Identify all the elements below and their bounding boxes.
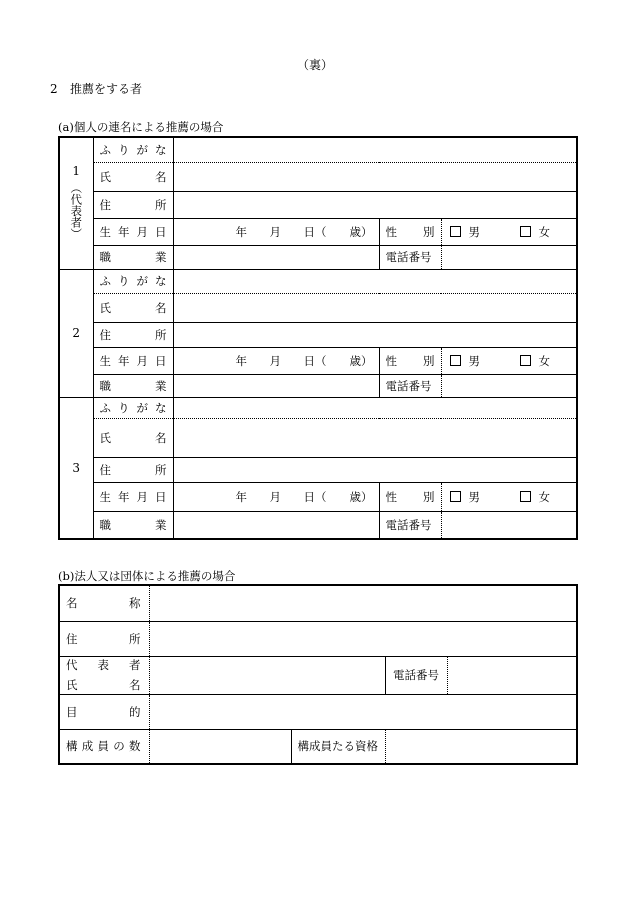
occupation-field[interactable] (173, 374, 379, 397)
label-char: 年 (118, 489, 130, 504)
section-number: 2 (50, 82, 58, 96)
address-field[interactable] (173, 322, 577, 347)
sex-options (441, 482, 577, 511)
section-b-title: (b)法人又は団体による推薦の場合 (58, 569, 236, 583)
label-char: 別 (423, 489, 435, 504)
recommender-3-number: 3 (59, 397, 93, 539)
female-checkbox[interactable]: 女 (520, 353, 551, 369)
label-char: な (155, 400, 167, 415)
label-char: 業 (155, 378, 167, 393)
furigana-label (93, 397, 173, 418)
sex-options (441, 218, 577, 245)
recommender-2-number: 2 (59, 269, 93, 397)
org-address-field[interactable] (149, 621, 577, 656)
phone-field[interactable] (441, 374, 577, 397)
male-checkbox[interactable]: 男 (450, 353, 520, 369)
label-char: の (113, 739, 125, 754)
label-char: が (136, 142, 148, 157)
label-char: 名 (66, 596, 78, 611)
label-char: 名 (155, 169, 167, 184)
birthdate-field[interactable]: 年 月 日（ 歳） (173, 218, 379, 245)
label-char: 氏 (99, 430, 111, 445)
furigana-field[interactable] (173, 397, 577, 418)
label-char: 氏 (99, 169, 111, 184)
label-char: 性 (385, 353, 397, 368)
org-phone-field[interactable] (447, 656, 577, 694)
org-members-field[interactable] (149, 729, 291, 764)
name-label (93, 418, 173, 457)
label-char: 生 (99, 353, 111, 368)
label-char: 月 (136, 353, 148, 368)
address-field[interactable] (173, 191, 577, 218)
occupation-label (93, 374, 173, 397)
label-char: な (155, 142, 167, 157)
label-char: 名 (155, 430, 167, 445)
furigana-label (93, 269, 173, 293)
name-field[interactable] (173, 418, 577, 457)
label-char: り (118, 142, 130, 157)
label-char: 日 (155, 489, 167, 504)
address-label (93, 457, 173, 482)
label-char: 職 (99, 517, 111, 532)
representative-note: （代表者） (69, 182, 84, 240)
label-char: 生 (99, 224, 111, 239)
label-char: 年 (118, 224, 130, 239)
label-char: 月 (136, 224, 148, 239)
address-field[interactable] (173, 457, 577, 482)
female-checkbox[interactable]: 女 (520, 224, 551, 240)
label-char: 月 (136, 489, 148, 504)
female-checkbox[interactable]: 女 (520, 489, 551, 505)
address-label (93, 322, 173, 347)
recommender-1-number: 1 （代表者） (69, 164, 84, 240)
furigana-field[interactable] (173, 269, 577, 293)
org-qualification-field[interactable] (385, 729, 577, 764)
name-label (93, 293, 173, 322)
label-char: 者 (129, 658, 141, 672)
occupation-field[interactable] (173, 511, 379, 539)
label-char: ふ (99, 142, 111, 157)
label-char: 員 (97, 739, 109, 754)
label-char: 称 (129, 596, 141, 611)
phone-label: 電話番号 (379, 374, 441, 397)
furigana-label (93, 137, 173, 162)
birthdate-label (93, 218, 173, 245)
name-field[interactable] (173, 293, 577, 322)
label-char: ふ (99, 400, 111, 415)
label-char: 名 (129, 678, 141, 692)
label-char: り (118, 400, 130, 415)
phone-label: 電話番号 (379, 245, 441, 269)
label-char: 所 (155, 327, 167, 342)
label-char: が (136, 274, 148, 288)
label-char: 的 (129, 704, 141, 719)
occupation-label (93, 245, 173, 269)
org-name-label (59, 585, 149, 621)
occupation-field[interactable] (173, 245, 379, 269)
sex-label (379, 482, 441, 511)
label-char: 性 (385, 489, 397, 504)
male-checkbox[interactable]: 男 (450, 224, 520, 240)
label-char: 目 (66, 704, 78, 719)
sex-label (379, 218, 441, 245)
label-char: 住 (99, 327, 111, 342)
birthdate-label (93, 482, 173, 511)
label-char: り (118, 274, 130, 288)
label-char: 氏 (99, 300, 111, 315)
birthdate-label (93, 347, 173, 374)
occupation-label (93, 511, 173, 539)
name-label (93, 162, 173, 191)
label-char: 年 (118, 353, 130, 368)
label-char: 性 (385, 224, 397, 239)
label-char: 業 (155, 250, 167, 264)
birthdate-field[interactable]: 年 月 日（ 歳） (173, 482, 379, 511)
label-char: 業 (155, 517, 167, 532)
label-char: 生 (99, 489, 111, 504)
individual-recommenders-table (58, 136, 578, 540)
phone-label: 電話番号 (379, 511, 441, 539)
label-char: 別 (423, 353, 435, 368)
label-char: 所 (155, 462, 167, 477)
sex-options (441, 347, 577, 374)
label-char: 数 (129, 739, 141, 754)
organization-recommender-table (58, 584, 578, 765)
label-char: 日 (155, 224, 167, 239)
org-address-label (59, 621, 149, 656)
label-char: 氏 (66, 678, 78, 692)
furigana-field[interactable] (173, 137, 577, 162)
org-representative-label (59, 656, 149, 694)
label-char: 所 (129, 631, 141, 646)
label-char: 日 (155, 353, 167, 368)
org-purpose-field[interactable] (149, 694, 577, 729)
org-members-label (59, 729, 149, 764)
org-qualification-label: 構成員たる資格 (291, 729, 385, 764)
section-heading (50, 80, 142, 97)
org-name-field[interactable] (149, 585, 577, 621)
label-char: な (155, 274, 167, 288)
page-label: （裏） (296, 58, 333, 72)
male-checkbox[interactable]: 男 (450, 489, 520, 505)
label-char: 成 (81, 739, 94, 754)
label-char: 職 (99, 378, 111, 393)
label-char: 所 (155, 197, 167, 212)
label-char: 別 (423, 224, 435, 239)
sex-label (379, 347, 441, 374)
label-char: が (136, 400, 148, 415)
label-char: 住 (99, 462, 111, 477)
label-char: 代 (66, 658, 78, 672)
section-a-title: (a)個人の連名による推薦の場合 (58, 120, 224, 134)
org-representative-field[interactable] (149, 656, 385, 694)
org-phone-label: 電話番号 (385, 656, 447, 694)
phone-field[interactable] (441, 245, 577, 269)
org-purpose-label (59, 694, 149, 729)
label-char: 職 (99, 250, 111, 264)
label-char: 表 (97, 658, 109, 672)
birthdate-field[interactable]: 年 月 日（ 歳） (173, 347, 379, 374)
label-char: 構 (66, 739, 78, 754)
label-char: 住 (66, 631, 78, 646)
phone-field[interactable] (441, 511, 577, 539)
label-char: ふ (99, 274, 111, 288)
label-char: 住 (99, 197, 111, 212)
label-char: 名 (155, 300, 167, 315)
section-title: 推薦をする者 (70, 82, 143, 96)
name-field[interactable] (173, 162, 577, 191)
address-label (93, 191, 173, 218)
